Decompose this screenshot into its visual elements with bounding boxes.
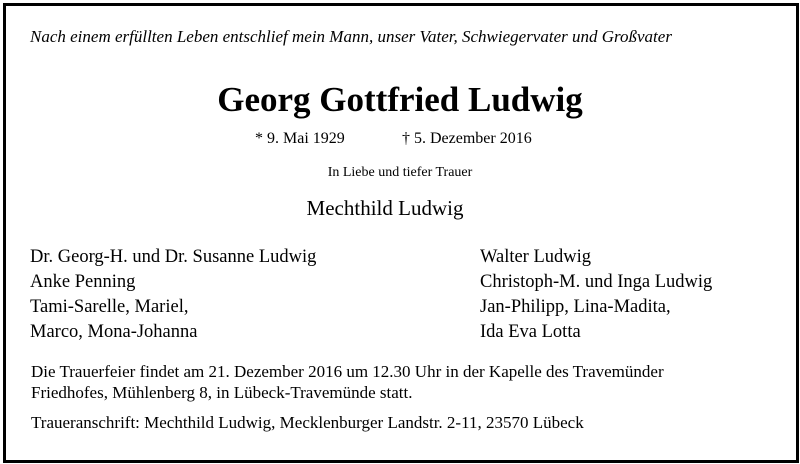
service-line: Friedhofes, Mühlenberg 8, in Lübeck-Travemünde statt. — [31, 383, 413, 402]
family-line: Dr. Georg-H. und Dr. Susanne Ludwig — [30, 247, 317, 267]
family-line: Ida Eva Lotta — [480, 322, 581, 342]
family-line: Marco, Mona-Johanna — [30, 322, 198, 342]
family-line: Anke Penning — [30, 272, 136, 292]
service-line: Die Trauerfeier findet am 21. Dezember 2016 um 12.30 Uhr in der Kapelle des Travemünder — [31, 362, 664, 381]
mourning-phrase: In Liebe und tiefer Trauer — [327, 165, 473, 180]
family-line: Jan-Philipp, Lina-Madita, — [480, 297, 671, 317]
widow-name: Mechthild Ludwig — [306, 196, 464, 220]
birth-date: * 9. Mai 1929 — [255, 130, 345, 147]
family-list-left — [30, 245, 316, 345]
death-date: † 5. Dezember 2016 — [402, 130, 532, 147]
intro-text: Nach einem erfüllten Leben entschlief mein Mann, unser Vater, Schwiegervater und Großvater — [30, 27, 672, 46]
family-list-right — [480, 245, 712, 345]
family-line: Walter Ludwig — [480, 247, 592, 267]
mourning-address: Traueranschrift: Mechthild Ludwig, Mecklenburger Landstr. 2-11, 23570 Lübeck — [31, 413, 584, 432]
family-line: Christoph-M. und Inga Ludwig — [480, 272, 713, 292]
funeral-service-info — [31, 361, 664, 403]
family-line: Tami-Sarelle, Mariel, — [30, 297, 189, 317]
deceased-name: Georg Gottfried Ludwig — [217, 80, 583, 119]
